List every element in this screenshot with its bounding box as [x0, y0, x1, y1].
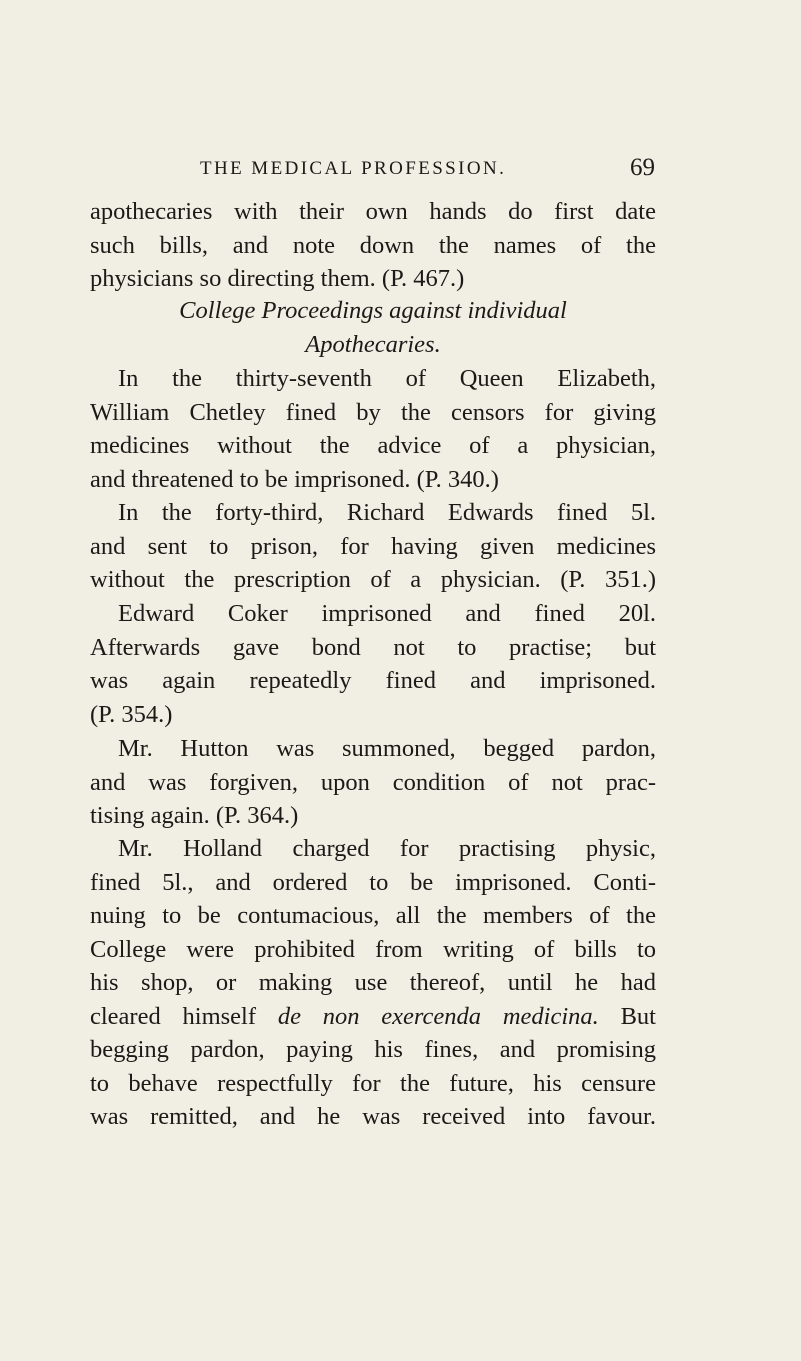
latin-phrase: de non exercenda medicina.: [277, 1002, 599, 1030]
text-line: begging pardon, paying his fines, and promising: [90, 1036, 656, 1064]
continued-paragraph: [90, 195, 656, 296]
text-line: Edward Coker imprisoned and fined 20l.: [118, 600, 656, 627]
text-line: and was forgiven, upon condition of not prac-: [90, 768, 656, 796]
paragraph-edwards: [90, 496, 656, 597]
text-line: Mr. Holland charged for practising physic,: [118, 835, 656, 862]
section-heading: [90, 294, 656, 361]
text-line: William Chetley fined by the censors for giving: [90, 398, 656, 426]
text-line: to behave respectfully for the future, his censure: [90, 1069, 656, 1097]
text-line: In the thirty-seventh of Queen Elizabeth,: [118, 365, 656, 392]
section-heading-line: College Proceedings against individual: [179, 297, 567, 324]
text-line: his shop, or making use thereof, until he had: [90, 969, 656, 997]
paragraph-chetley: [90, 362, 656, 496]
text-line: physicians so directing them. (P. 467.): [90, 265, 465, 293]
text-line: nuing to be contumacious, all the members of the: [90, 902, 656, 930]
text-line: medicines without the advice of a physician,: [90, 432, 656, 460]
text-line: (P. 354.): [90, 700, 173, 728]
section-heading-line: Apothecaries.: [305, 330, 441, 358]
paragraph-holland: [90, 832, 656, 1134]
latin-line-after: But: [598, 1002, 656, 1030]
text-line: Afterwards gave bond not to practise; but: [90, 633, 656, 661]
text-line: tising again. (P. 364.): [90, 802, 299, 830]
latin-phrase-line: [90, 1000, 656, 1034]
text-line: fined 5l., and ordered to be imprisoned. Conti-: [90, 868, 656, 896]
text-line: College were prohibited from writing of bills to: [90, 935, 656, 963]
text-line: In the forty-third, Richard Edwards fined 5l.: [118, 499, 656, 526]
running-head: [200, 154, 655, 188]
text-line: Mr. Hutton was summoned, begged pardon,: [118, 735, 656, 762]
running-title: THE MEDICAL PROFESSION.: [200, 158, 507, 179]
latin-line-before: cleared himself: [90, 1002, 278, 1030]
text-line: apothecaries with their own hands do first date: [90, 198, 656, 225]
text-line: and threatened to be imprisoned. (P. 340.): [90, 465, 499, 493]
text-line: and sent to prison, for having given medicines: [90, 532, 656, 560]
page-number: 69: [630, 154, 655, 181]
paragraph-coker: [90, 597, 656, 731]
text-line: was again repeatedly fined and imprisoned.: [90, 667, 656, 695]
paragraph-hutton: [90, 732, 656, 833]
text-line: such bills, and note down the names of the: [90, 231, 656, 259]
text-line: was remitted, and he was received into favour.: [90, 1103, 656, 1131]
text-line: without the prescription of a physician. (P. 351.): [90, 566, 656, 594]
